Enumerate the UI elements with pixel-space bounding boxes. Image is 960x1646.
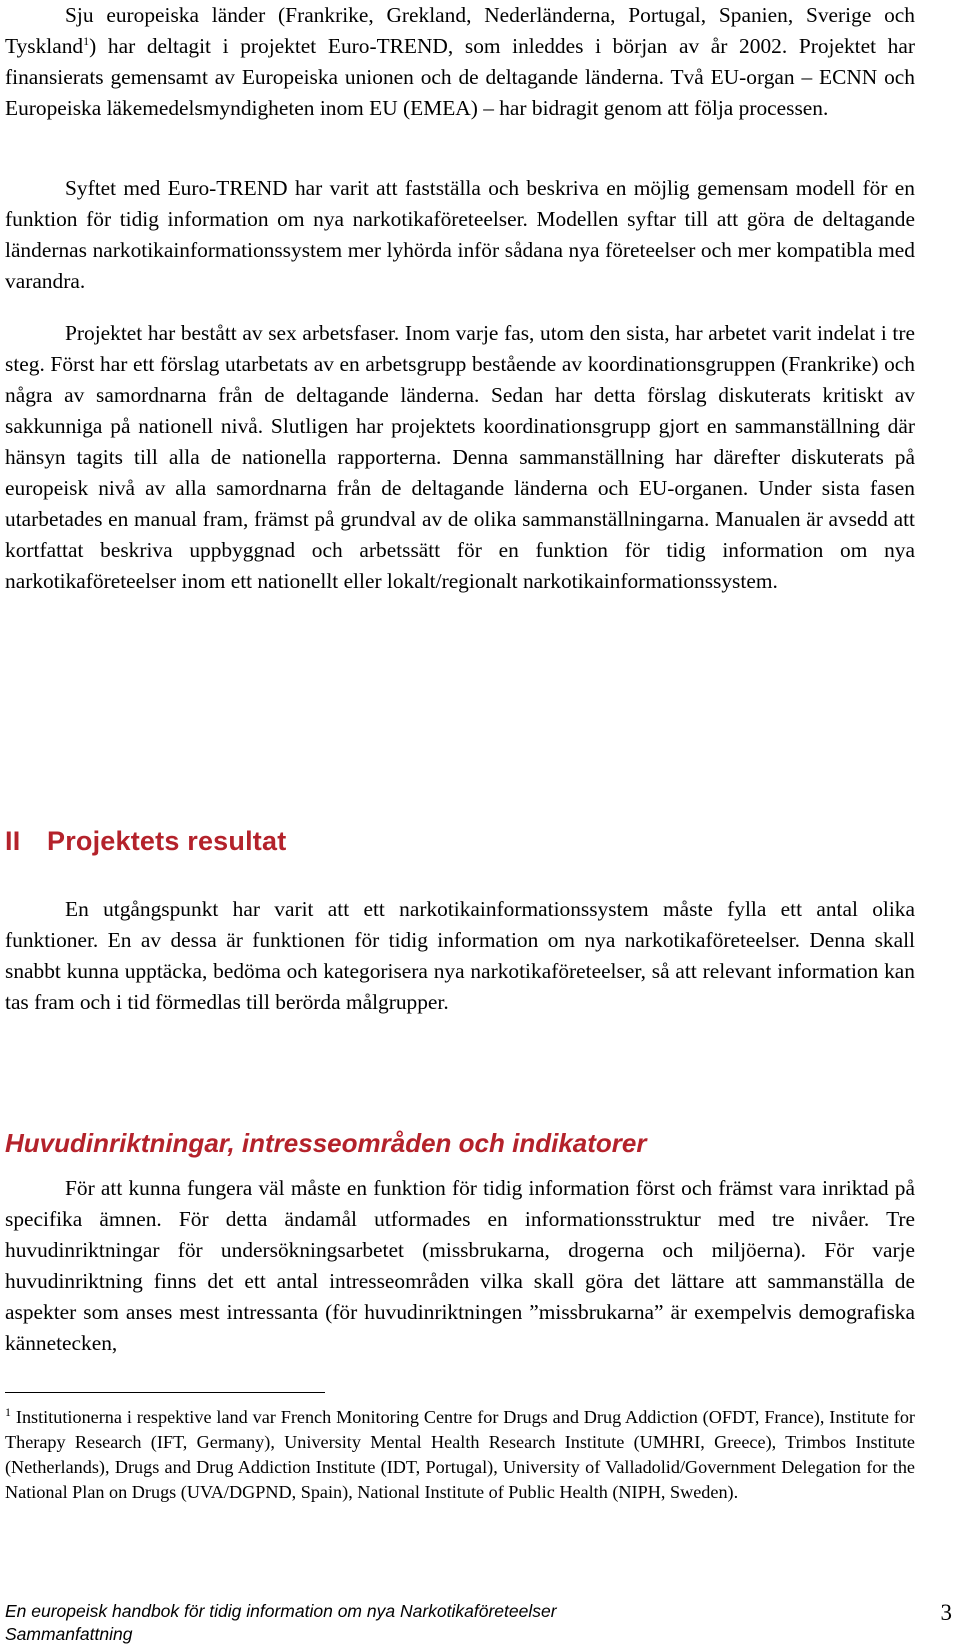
- paragraph-intro-text: Sju europeiska länder (Frankrike, Grekland, Nederländerna, Portugal, Spanien, Sverige och Tyskland: [5, 3, 915, 58]
- paragraph-intro-text-cont: ) har deltagit i projektet Euro-TREND, som inleddes i början av år 2002. Projektet har finansierats gemensamt av Europeiska unionen och de deltagande länderna. Två EU-organ – ECNN och Europeiska läkemedelsmyndigheten inom EU (EMEA) – har bidragit genom att följa processen.: [5, 34, 915, 120]
- paragraph-aim: [5, 173, 915, 297]
- footer-subtitle: Sammanfattning: [5, 1624, 133, 1644]
- footnote-separator: [5, 1392, 325, 1393]
- paragraph-phases-text: Projektet har bestått av sex arbetsfaser. Inom varje fas, utom den sista, har arbetet varit indelat i tre steg. Först har ett förslag utarbetats av en arbetsgrupp bestående av koordinationsgruppen (Frankrike) och några av samordnarna från de deltagande länderna. Sedan har detta förslag diskuterats kritiskt av sakkunniga på nationell nivå. Slutligen har projektets koordinationsgrupp gjort en sammanställning där hänsyn tagits till alla de nationella rapporterna. Denna sammanställning har därefter diskuterats på europeisk nivå av alla samordnarna från de deltagande länderna och EU-organen. Under sista fasen utarbetades en manual fram, främst på grundval av de olika sammanställningarna. Manualen är avsedd att kortfattat beskriva uppbyggnad och arbetssätt för en funktion för tidig information om nya narkotikaföreteelser inom ett nationellt eller lokalt/regionalt narkotikainformationssystem.: [5, 321, 915, 593]
- page-number: 3: [940, 1600, 952, 1625]
- page-footer: [5, 1600, 557, 1646]
- footnote: [5, 1405, 915, 1505]
- subsection-heading: Huvudinriktningar, intresseområden och indikatorer: [5, 1128, 647, 1158]
- footnote-reference[interactable]: 1: [83, 33, 90, 48]
- footnote-text: Institutionerna i respektive land var French Monitoring Centre for Drugs and Drug Addiction (OFDT, France), Institute for Therapy Research (IFT, Germany), University Mental Health Research Institute (UMHRI, Greece), Trimbos Institute (Netherlands), Drugs and Drug Addiction Institute (IDT, Portugal), University of Valladolid/Government Delegation for the National Plan on Drugs (UVA/DGPND, Spain), National Institute of Public Health (NIPH, Sweden).: [5, 1407, 915, 1502]
- paragraph-phases: [5, 318, 915, 597]
- section-title: Projektets resultat: [47, 826, 287, 856]
- paragraph-aim-text: Syftet med Euro-TREND har varit att fastställa och beskriva en möjlig gemensam modell för en funktion för tidig information om nya narkotikaföreteelser. Modellen syftar till att göra de deltagande ländernas narkotikainformationssystem mer lyhörda inför sådana nya företeelser och mer kompatibla med varandra.: [5, 176, 915, 293]
- paragraph-starting-point: [5, 894, 915, 1018]
- section-number: II: [5, 826, 21, 856]
- paragraph-intro: [5, 0, 915, 124]
- footer-title: En europeisk handbok för tidig information om nya Narkotikaföreteelser: [5, 1601, 557, 1621]
- section-heading: [5, 826, 286, 857]
- footnote-marker: 1: [5, 1404, 11, 1419]
- paragraph-structure-text: För att kunna fungera väl måste en funktion för tidig information först och främst vara inriktad på specifika ämnen. För detta ändamål utformades en informationsstruktur med tre nivåer. Tre huvudinriktningar för undersökningsarbetet (missbrukarna, drogerna och miljöerna). För varje huvudinriktning finns det ett antal intresseområden vilka skall göra det lättare att sammanställa de aspekter som anses mest intressanta (för huvudinriktningen ”missbrukarna” är exempelvis demografiska kännetecken,: [5, 1176, 915, 1355]
- paragraph-starting-point-text: En utgångspunkt har varit att ett narkotikainformationssystem måste fylla ett antal olika funktioner. En av dessa är funktionen för tidig information om nya narkotikaföreteelser. Denna skall snabbt kunna upptäcka, bedöma och kategorisera nya narkotikaföreteelser, så att relevant information kan tas fram och i tid förmedlas till berörda målgrupper.: [5, 897, 915, 1014]
- paragraph-structure: [5, 1173, 915, 1359]
